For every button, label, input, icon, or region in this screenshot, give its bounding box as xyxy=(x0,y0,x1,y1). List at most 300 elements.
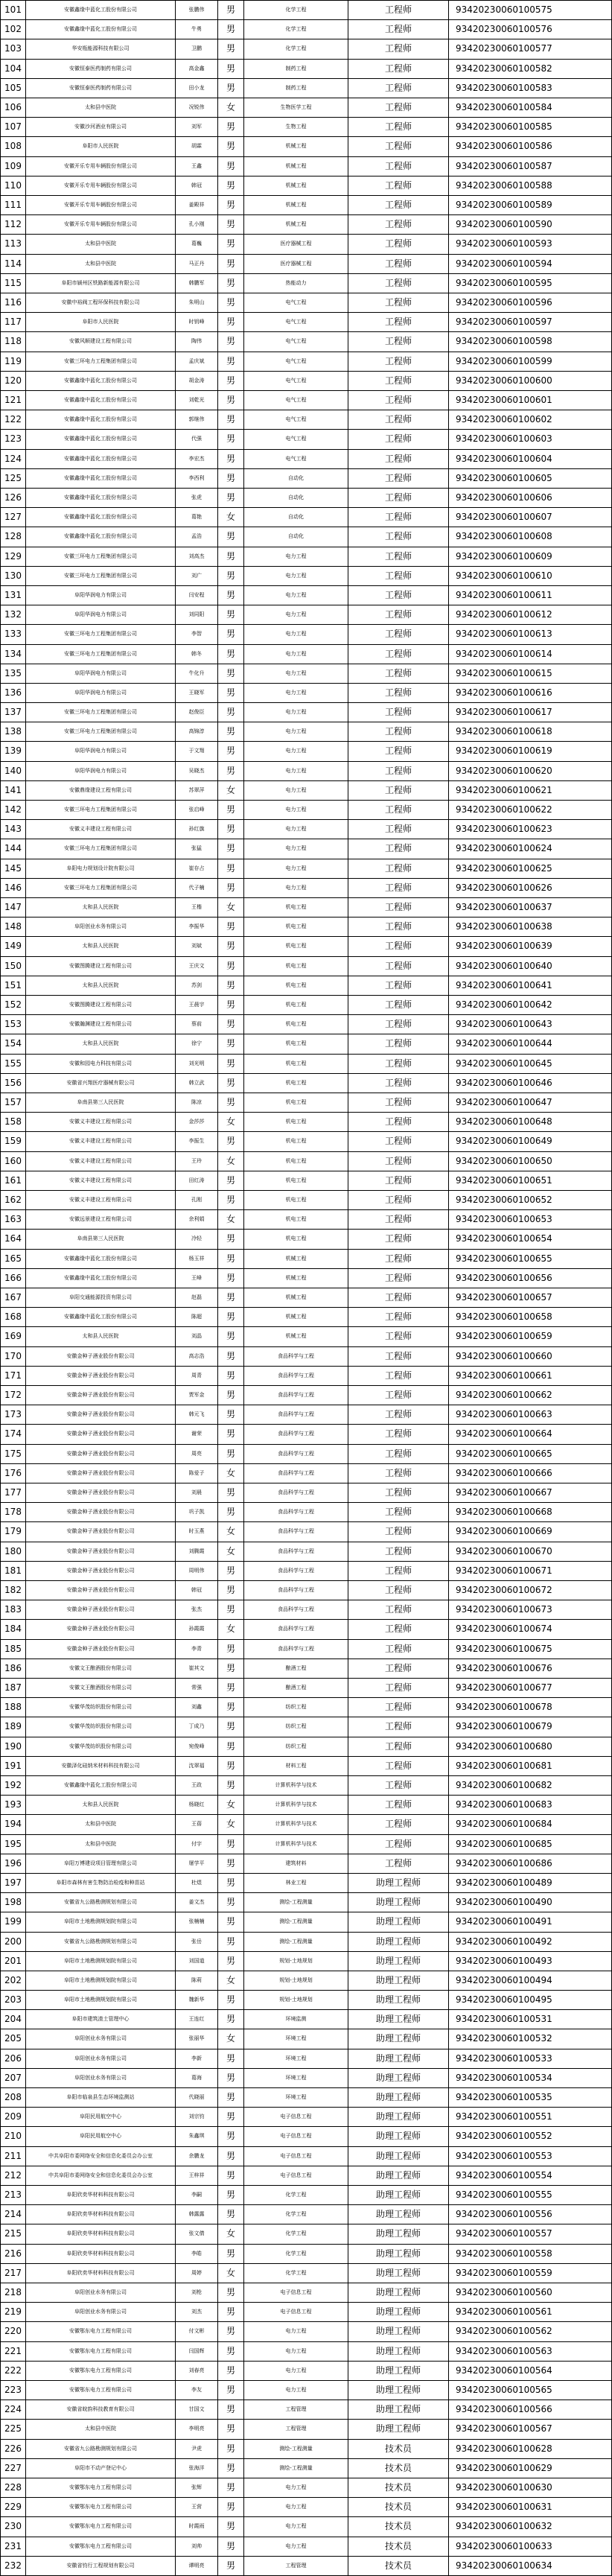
gender: 男 xyxy=(217,2342,243,2361)
row-number: 194 xyxy=(0,1815,25,1834)
company-name: 安徽义丰建设工程有限公司 xyxy=(25,820,175,839)
title-level: 工程师 xyxy=(348,1679,448,1697)
gender: 男 xyxy=(217,2400,243,2419)
company-name: 安徽金种子酒业股份有限公司 xyxy=(25,1425,175,1443)
certificate-number: 93420230060100613 xyxy=(448,625,612,643)
certificate-number: 93420230060100557 xyxy=(448,2224,612,2243)
person-name: 吴晓杰 xyxy=(175,762,217,780)
table-row xyxy=(0,1679,612,1698)
specialty: 电力工程 xyxy=(243,2537,348,2556)
certificate-number: 93420230060100595 xyxy=(448,274,612,293)
title-level: 助理工程师 xyxy=(348,2322,448,2341)
gender: 男 xyxy=(217,196,243,214)
specialty: 食品科学与工程 xyxy=(243,1503,348,1521)
company-name: 安徽金种子酒业股份有限公司 xyxy=(25,1503,175,1521)
title-level: 助理工程师 xyxy=(348,2010,448,2029)
certificate-number: 93420230060100630 xyxy=(448,2478,612,2497)
title-level: 工程师 xyxy=(348,1796,448,1814)
row-number: 172 xyxy=(0,1386,25,1405)
company-name: 安徽省钧行工程规划有限公司 xyxy=(25,2557,175,2575)
table-row xyxy=(0,2420,612,2439)
specialty: 电力工程 xyxy=(243,2498,348,2516)
person-name: 宛俊峰 xyxy=(175,1737,217,1756)
company-name: 安徽恒泰医药制药有限公司 xyxy=(25,79,175,98)
certificate-number: 93420230060100563 xyxy=(448,2342,612,2361)
title-level: 工程师 xyxy=(348,957,448,976)
specialty: 自动化 xyxy=(243,489,348,507)
gender: 男 xyxy=(217,1912,243,1931)
company-name: 安徽开乐专用车辆股份有限公司 xyxy=(25,176,175,195)
gender: 男 xyxy=(217,1776,243,1795)
row-number: 171 xyxy=(0,1367,25,1385)
company-name: 安徽鄂东电力工程有限公司 xyxy=(25,2498,175,2516)
person-name: 贾军金 xyxy=(175,1386,217,1405)
gender: 男 xyxy=(217,1230,243,1248)
certificate-number: 93420230060100679 xyxy=(448,1717,612,1736)
table-row xyxy=(0,39,612,59)
gender: 男 xyxy=(217,2147,243,2166)
specialty: 机械工程 xyxy=(243,157,348,176)
table-row xyxy=(0,684,612,703)
title-level: 助理工程师 xyxy=(348,2342,448,2361)
title-level: 工程师 xyxy=(348,1542,448,1561)
title-level: 工程师 xyxy=(348,1522,448,1541)
table-row xyxy=(0,2557,612,2576)
specialty: 机电工程 xyxy=(243,917,348,936)
specialty: 机械工程 xyxy=(243,1288,348,1307)
specialty: 机电工程 xyxy=(243,1055,348,1073)
table-row xyxy=(0,118,612,137)
specialty: 工程管理 xyxy=(243,2400,348,2419)
gender: 女 xyxy=(217,1815,243,1834)
person-name: 张岳 xyxy=(175,1933,217,1951)
certificate-number: 93420230060100554 xyxy=(448,2166,612,2185)
company-name: 安徽三环电力工程集团有限公司 xyxy=(25,625,175,643)
certificate-number: 93420230060100576 xyxy=(448,20,612,39)
row-number: 195 xyxy=(0,1835,25,1854)
table-row xyxy=(0,98,612,118)
company-name: 安徽文王酿酒股份有限公司 xyxy=(25,1679,175,1697)
specialty: 食品科学与工程 xyxy=(243,1562,348,1580)
row-number: 218 xyxy=(0,2283,25,2302)
table-row xyxy=(0,2517,612,2537)
row-number: 121 xyxy=(0,391,25,410)
person-name: 崔存占 xyxy=(175,859,217,878)
person-name: 崔其文 xyxy=(175,1659,217,1678)
row-number: 216 xyxy=(0,2245,25,2263)
specialty: 电力工程 xyxy=(243,762,348,780)
gender: 男 xyxy=(217,410,243,429)
company-name: 安徽省皖韵科技教育有限公司 xyxy=(25,2400,175,2419)
table-row xyxy=(0,1055,612,1074)
company-name: 安徽金种子酒业股份有限公司 xyxy=(25,1640,175,1659)
gender: 女 xyxy=(217,1522,243,1541)
specialty: 电力工程 xyxy=(243,703,348,722)
company-name: 阜阳华润电力有限公司 xyxy=(25,762,175,780)
gender: 女 xyxy=(217,1620,243,1638)
gender: 女 xyxy=(217,2029,243,2048)
row-number: 152 xyxy=(0,996,25,1014)
row-number: 107 xyxy=(0,118,25,136)
gender: 男 xyxy=(217,801,243,819)
specialty: 电子信息工程 xyxy=(243,2283,348,2302)
certificate-number: 93420230060100629 xyxy=(448,2459,612,2478)
specialty: 电力工程 xyxy=(243,625,348,643)
table-row xyxy=(0,176,612,196)
person-name: 刘杰 xyxy=(175,2303,217,2321)
gender: 男 xyxy=(217,1600,243,1619)
specialty: 材料工程 xyxy=(243,1757,348,1775)
person-name: 甘国文 xyxy=(175,2400,217,2419)
company-name: 太和县人民医院 xyxy=(25,976,175,995)
certificate-number: 93420230060100567 xyxy=(448,2420,612,2438)
specialty: 电力工程 xyxy=(243,722,348,741)
gender: 男 xyxy=(217,2557,243,2575)
title-level: 工程师 xyxy=(348,605,448,624)
table-row xyxy=(0,215,612,235)
specialty: 化学工程 xyxy=(243,2186,348,2204)
certificate-number: 93420230060100607 xyxy=(448,508,612,527)
gender: 男 xyxy=(217,2420,243,2438)
specialty: 电力工程 xyxy=(243,645,348,664)
title-level: 工程师 xyxy=(348,450,448,468)
table-row xyxy=(0,976,612,996)
table-row xyxy=(0,1952,612,1971)
table-row xyxy=(0,2537,612,2557)
title-level: 工程师 xyxy=(348,722,448,741)
person-name: 韩冠 xyxy=(175,176,217,195)
title-level: 助理工程师 xyxy=(348,2147,448,2166)
table-row xyxy=(0,2088,612,2108)
table-row xyxy=(0,2127,612,2146)
company-name: 安徽鄂东电力工程有限公司 xyxy=(25,2322,175,2341)
gender: 男 xyxy=(217,293,243,312)
table-row xyxy=(0,781,612,801)
table-row xyxy=(0,1912,612,1932)
person-name: 屠学平 xyxy=(175,1854,217,1873)
specialty: 食品科学与工程 xyxy=(243,1522,348,1541)
certificate-number: 93420230060100608 xyxy=(448,527,612,546)
person-name: 陈凉 xyxy=(175,1093,217,1112)
company-name: 安徽鑫缘中蓝化工股份有限公司 xyxy=(25,450,175,468)
gender: 男 xyxy=(217,1132,243,1151)
table-row xyxy=(0,801,612,820)
title-level: 工程师 xyxy=(348,976,448,995)
table-row xyxy=(0,957,612,976)
title-level: 工程师 xyxy=(348,1288,448,1307)
row-number: 151 xyxy=(0,976,25,995)
gender: 男 xyxy=(217,1288,243,1307)
certificate-number: 93420230060100669 xyxy=(448,1522,612,1541)
row-number: 224 xyxy=(0,2400,25,2419)
row-number: 113 xyxy=(0,235,25,253)
gender: 男 xyxy=(217,879,243,897)
certificate-number: 93420230060100611 xyxy=(448,586,612,605)
gender: 男 xyxy=(217,527,243,546)
gender: 男 xyxy=(217,2498,243,2516)
gender: 男 xyxy=(217,1425,243,1443)
specialty: 制药工程 xyxy=(243,79,348,98)
person-name: 李振华 xyxy=(175,917,217,936)
table-row xyxy=(0,2303,612,2322)
gender: 男 xyxy=(217,157,243,176)
table-row xyxy=(0,625,612,644)
specialty: 测绘-工程测量 xyxy=(243,1933,348,1951)
certificate-number: 93420230060100622 xyxy=(448,801,612,819)
row-number: 122 xyxy=(0,410,25,429)
title-level: 工程师 xyxy=(348,1445,448,1463)
table-row xyxy=(0,1015,612,1034)
table-row xyxy=(0,1034,612,1054)
company-name: 安徽金种子酒业股份有限公司 xyxy=(25,1445,175,1463)
gender: 男 xyxy=(217,1893,243,1912)
table-row xyxy=(0,60,612,79)
row-number: 206 xyxy=(0,2049,25,2068)
person-name: 刘国道 xyxy=(175,1952,217,1971)
table-row xyxy=(0,79,612,98)
certificate-number: 93420230060100686 xyxy=(448,1854,612,1873)
person-name: 刘春亮 xyxy=(175,2362,217,2380)
specialty: 机电工程 xyxy=(243,898,348,917)
table-row xyxy=(0,1483,612,1503)
gender: 男 xyxy=(217,215,243,234)
specialty: 机械工程 xyxy=(243,176,348,195)
table-row xyxy=(0,1367,612,1386)
table-row xyxy=(0,274,612,293)
specialty: 电力工程 xyxy=(243,586,348,605)
specialty: 生物工程 xyxy=(243,118,348,136)
table-row xyxy=(0,391,612,410)
certificate-number: 93420230060100625 xyxy=(448,859,612,878)
company-name: 安徽瀚渊建设工程有限公司 xyxy=(25,1015,175,1034)
certificate-number: 93420230060100590 xyxy=(448,215,612,234)
company-name: 阜阳市土地勘测规划院有限公司 xyxy=(25,1991,175,2009)
certificate-number: 93420230060100600 xyxy=(448,372,612,390)
certificate-number: 93420230060100620 xyxy=(448,762,612,780)
company-name: 安徽鑫缘中蓝化工股份有限公司 xyxy=(25,1,175,19)
certificate-number: 93420230060100640 xyxy=(448,957,612,976)
person-name: 刘宗钧 xyxy=(175,2108,217,2126)
gender: 男 xyxy=(217,1171,243,1190)
title-level: 工程师 xyxy=(348,859,448,878)
table-row xyxy=(0,1210,612,1230)
person-name: 孔刚 xyxy=(175,1191,217,1209)
company-name: 安徽三环电力工程集团有限公司 xyxy=(25,879,175,897)
certificate-number: 93420230060100617 xyxy=(448,703,612,722)
table-row xyxy=(0,1581,612,1600)
company-name: 安徽中裕阀工程环保科技有限公司 xyxy=(25,293,175,312)
row-number: 109 xyxy=(0,157,25,176)
certificate-number: 93420230060100663 xyxy=(448,1405,612,1424)
gender: 男 xyxy=(217,2362,243,2380)
specialty: 机械工程 xyxy=(243,1308,348,1326)
title-level: 工程师 xyxy=(348,60,448,78)
gender: 男 xyxy=(217,79,243,98)
row-number: 176 xyxy=(0,1464,25,1483)
company-name: 安徽鄂东电力工程有限公司 xyxy=(25,2342,175,2361)
gender: 男 xyxy=(217,2186,243,2204)
table-row xyxy=(0,1933,612,1952)
table-row xyxy=(0,1113,612,1132)
person-name: 谢荣 xyxy=(175,1425,217,1443)
person-name: 王峰 xyxy=(175,1269,217,1288)
gender: 男 xyxy=(217,2205,243,2224)
table-row xyxy=(0,2264,612,2283)
specialty: 自动化 xyxy=(243,508,348,527)
gender: 男 xyxy=(217,2108,243,2126)
certificate-number: 93420230060100645 xyxy=(448,1055,612,1073)
title-level: 工程师 xyxy=(348,469,448,488)
company-name: 安徽三环电力工程集团有限公司 xyxy=(25,722,175,741)
company-name: 阜阳民用航空中心 xyxy=(25,2127,175,2146)
table-row xyxy=(0,313,612,332)
specialty: 机电工程 xyxy=(243,1152,348,1171)
table-row xyxy=(0,1,612,20)
company-name: 阜南县第三人民医院 xyxy=(25,1093,175,1112)
table-row xyxy=(0,664,612,684)
row-number: 169 xyxy=(0,1327,25,1346)
table-row xyxy=(0,2440,612,2459)
certificate-number: 93420230060100605 xyxy=(448,469,612,488)
specialty: 自动化 xyxy=(243,527,348,546)
company-name: 太和县中医院 xyxy=(25,98,175,117)
certificate-number: 93420230060100598 xyxy=(448,332,612,351)
gender: 男 xyxy=(217,1308,243,1326)
company-name: 阜阳华润电力有限公司 xyxy=(25,605,175,624)
table-row xyxy=(0,1698,612,1717)
specialty: 机械工程 xyxy=(243,1327,348,1346)
table-row xyxy=(0,1835,612,1854)
row-number: 103 xyxy=(0,39,25,58)
person-name: 姜殿祥 xyxy=(175,196,217,214)
gender: 男 xyxy=(217,118,243,136)
title-level: 工程师 xyxy=(348,313,448,331)
person-name: 代晓丽 xyxy=(175,2088,217,2107)
title-level: 工程师 xyxy=(348,1113,448,1131)
person-name: 韩鹏军 xyxy=(175,274,217,293)
person-name: 常强 xyxy=(175,1679,217,1697)
certificate-number: 93420230060100650 xyxy=(448,1152,612,1171)
specialty: 机械工程 xyxy=(243,215,348,234)
person-name: 陈超 xyxy=(175,1308,217,1326)
row-number: 178 xyxy=(0,1503,25,1521)
person-name: 张文倩 xyxy=(175,2224,217,2243)
company-name: 安徽鄂东电力工程有限公司 xyxy=(25,2537,175,2556)
specialty: 电子信息工程 xyxy=(243,2303,348,2321)
person-name: 余鹏龙 xyxy=(175,2147,217,2166)
row-number: 184 xyxy=(0,1620,25,1638)
gender: 男 xyxy=(217,1250,243,1268)
title-level: 助理工程师 xyxy=(348,2127,448,2146)
person-name: 刘高杰 xyxy=(175,547,217,566)
certificate-number: 93420230060100639 xyxy=(448,937,612,955)
title-level: 工程师 xyxy=(348,996,448,1014)
specialty: 建筑材料 xyxy=(243,1854,348,1873)
certificate-number: 93420230060100624 xyxy=(448,839,612,858)
table-row xyxy=(0,2283,612,2303)
specialty: 生物医学工程 xyxy=(243,98,348,117)
specialty: 电气工程 xyxy=(243,430,348,448)
title-level: 助理工程师 xyxy=(348,2069,448,2087)
table-row xyxy=(0,2224,612,2244)
company-name: 安徽三环电力工程集团有限公司 xyxy=(25,801,175,819)
title-level: 工程师 xyxy=(348,1367,448,1385)
certificate-number: 93420230060100494 xyxy=(448,1971,612,1990)
certificate-number: 93420230060100661 xyxy=(448,1367,612,1385)
specialty: 机电工程 xyxy=(243,1210,348,1229)
gender: 男 xyxy=(217,137,243,156)
person-name: 周明伟 xyxy=(175,1562,217,1580)
person-name: 丁成乃 xyxy=(175,1717,217,1736)
row-number: 150 xyxy=(0,957,25,976)
specialty: 测绘-工程测量 xyxy=(243,2459,348,2478)
certificate-number: 93420230060100646 xyxy=(448,1074,612,1093)
person-name: 孙红旗 xyxy=(175,820,217,839)
certificate-number: 93420230060100532 xyxy=(448,2029,612,2048)
certificate-number: 93420230060100660 xyxy=(448,1347,612,1366)
certificate-number: 93420230060100493 xyxy=(448,1952,612,1971)
certificate-number: 93420230060100628 xyxy=(448,2440,612,2458)
title-level: 工程师 xyxy=(348,274,448,293)
person-name: 蔡前 xyxy=(175,1015,217,1034)
company-name: 安徽文王酿酒股份有限公司 xyxy=(25,1659,175,1678)
title-level: 工程师 xyxy=(348,1698,448,1717)
title-level: 工程师 xyxy=(348,1171,448,1190)
title-level: 工程师 xyxy=(348,1210,448,1229)
company-name: 阜阳欣奕华材料科技有限公司 xyxy=(25,2264,175,2283)
gender: 男 xyxy=(217,586,243,605)
company-name: 安徽三环电力工程集团有限公司 xyxy=(25,352,175,371)
person-name: 孟庆斌 xyxy=(175,352,217,371)
table-row xyxy=(0,742,612,761)
title-level: 助理工程师 xyxy=(348,2400,448,2419)
certificate-number: 93420230060100602 xyxy=(448,410,612,429)
specialty: 食品科学与工程 xyxy=(243,1367,348,1385)
certificate-number: 93420230060100656 xyxy=(448,1269,612,1288)
person-name: 沈翠福 xyxy=(175,1757,217,1775)
certificate-number: 93420230060100490 xyxy=(448,1893,612,1912)
title-level: 技术员 xyxy=(348,2517,448,2536)
certificate-number: 93420230060100673 xyxy=(448,1600,612,1619)
table-row xyxy=(0,1327,612,1346)
row-number: 133 xyxy=(0,625,25,643)
gender: 男 xyxy=(217,1562,243,1580)
title-level: 工程师 xyxy=(348,1055,448,1073)
company-name: 安徽鑫缘中蓝化工股份有限公司 xyxy=(25,1776,175,1795)
table-row xyxy=(0,489,612,508)
row-number: 155 xyxy=(0,1055,25,1073)
person-name: 刘军 xyxy=(175,118,217,136)
person-name: 孟浩 xyxy=(175,527,217,546)
table-row xyxy=(0,1971,612,1991)
table-row xyxy=(0,372,612,391)
person-name: 苏剑 xyxy=(175,976,217,995)
certificate-number: 93420230060100606 xyxy=(448,489,612,507)
company-name: 安徽华茂纺织股份有限公司 xyxy=(25,1717,175,1736)
specialty: 电气工程 xyxy=(243,352,348,371)
table-row xyxy=(0,645,612,664)
title-level: 工程师 xyxy=(348,1015,448,1034)
certificate-number: 93420230060100675 xyxy=(448,1640,612,1659)
specialty: 环境工程 xyxy=(243,2069,348,2087)
title-level: 工程师 xyxy=(348,79,448,98)
row-number: 167 xyxy=(0,1288,25,1307)
company-name: 阜南县第三人民医院 xyxy=(25,1230,175,1248)
table-row xyxy=(0,1152,612,1171)
table-row xyxy=(0,2459,612,2478)
gender: 男 xyxy=(217,1093,243,1112)
row-number: 207 xyxy=(0,2069,25,2087)
